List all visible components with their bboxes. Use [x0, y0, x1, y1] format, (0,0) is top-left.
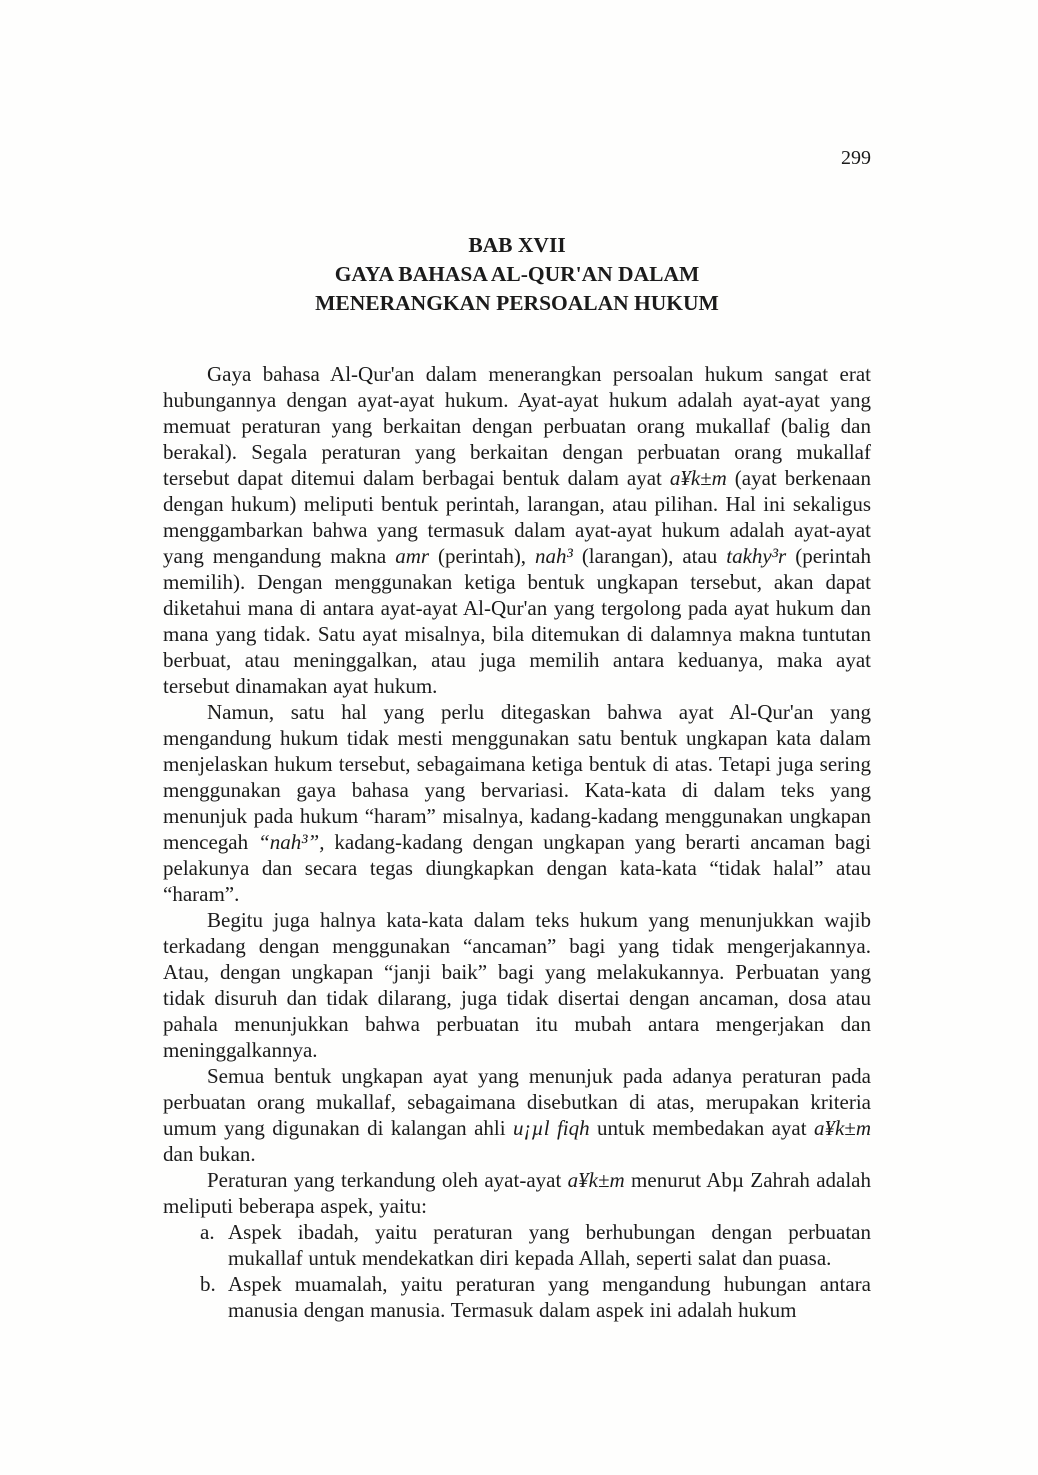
- italic-term: u¡µl fiqh: [512, 1116, 590, 1140]
- paragraph: [163, 907, 871, 1063]
- paragraph: [163, 1063, 871, 1167]
- list-marker: b.: [200, 1272, 216, 1296]
- page-content: [163, 145, 871, 1323]
- chapter-title-line-2: GAYA BAHASA AL-QUR'AN DALAM: [334, 262, 700, 286]
- text-run: Aspek muamalah, yaitu peraturan yang mengandung hubungan antara manusia dengan manusia. Termasuk dalam aspek ini adalah hukum: [228, 1272, 871, 1322]
- text-run: kadang-kadang dengan ungkapan yang berarti ancaman bagi pelakunya dan secara tegas diungkapkan dengan kata-kata “tidak halal” atau “haram”.: [163, 830, 871, 906]
- chapter-title-line-1: BAB XVII: [468, 233, 566, 257]
- text-run: menurut Abµ Zahrah adalah meliputi beberapa aspek, yaitu:: [163, 1168, 871, 1218]
- italic-term: nah³: [535, 544, 573, 568]
- text-run: Aspek ibadah, yaitu peraturan yang berhubungan dengan perbuatan mukallaf untuk mendekatkan diri kepada Allah, seperti salat dan puasa.: [228, 1220, 871, 1270]
- italic-term: amr: [395, 544, 430, 568]
- italic-term: “nah³”,: [258, 830, 325, 854]
- chapter-title: [163, 231, 871, 318]
- text-run: (perintah memilih). Dengan menggunakan ketiga bentuk ungkapan tersebut, akan dapat diketahui mana di antara ayat-ayat Al-Qur'an yang tergolong pada ayat hukum dan mana yang tidak. Satu ayat misalnya, bila ditemukan di dalamnya makna tuntutan berbuat, atau meninggalkan, atau juga memilih antara keduanya, maka ayat tersebut dinamakan ayat hukum.: [163, 544, 872, 698]
- text-run: Semua bentuk ungkapan ayat yang menunjuk pada adanya peraturan pada perbuatan orang mukallaf, sebagaimana disebutkan di atas, merupakan kriteria umum yang digunakan di kalangan ahli: [163, 1064, 871, 1140]
- italic-term: a¥k±m: [669, 466, 727, 490]
- paragraph: [163, 1167, 871, 1219]
- body-text: [163, 361, 871, 1323]
- list-marker: a.: [200, 1220, 215, 1244]
- italic-term: takhy³r: [726, 544, 787, 568]
- list-item: [163, 1219, 871, 1271]
- chapter-title-line-3: MENERANGKAN PERSOALAN HUKUM: [315, 291, 719, 315]
- text-run: Namun, satu hal yang perlu ditegaskan bahwa ayat Al-Qur'an yang mengandung hukum tidak mesti menggunakan satu bentuk ungkapan kata dalam menjelaskan hukum tersebut, sebagaimana ketiga bentuk di atas. Tetapi juga sering menggunakan gaya bahasa yang bervariasi. Kata-kata di dalam teks yang menunjuk pada hukum “haram” misalnya, kadang-kadang menggunakan ungkapan mencegah: [163, 700, 871, 854]
- paragraph: [163, 361, 871, 699]
- text-run: (ayat berkenaan dengan hukum) meliputi bentuk perintah, larangan, atau pilihan. Hal ini sekaligus menggambarkan bahwa yang termasuk dalam ayat-ayat hukum adalah ayat-ayat yang mengandung makna: [163, 466, 872, 568]
- paragraph: [163, 699, 871, 907]
- text-run: Peraturan yang terkandung oleh ayat-ayat: [207, 1168, 568, 1192]
- italic-term: a¥k±m: [567, 1168, 625, 1192]
- list-item: [163, 1271, 871, 1323]
- page-number: 299: [841, 147, 871, 169]
- text-run: untuk membedakan ayat: [589, 1116, 814, 1140]
- text-run: Gaya bahasa Al-Qur'an dalam menerangkan persoalan hukum sangat erat hubungannya dengan ayat-ayat hukum. Ayat-ayat hukum adalah ayat-ayat yang memuat peraturan yang berkaitan dengan perbuatan orang mukallaf (balig dan berakal). Segala peraturan yang berkaitan dengan perbuatan orang mukallaf tersebut dapat ditemui dalam berbagai bentuk dalam ayat: [163, 362, 871, 490]
- text-run: (larangan), atau: [572, 544, 727, 568]
- text-run: (perintah),: [429, 544, 536, 568]
- text-run: dan bukan.: [163, 1142, 256, 1166]
- italic-term: a¥k±m: [813, 1116, 871, 1140]
- text-run: Begitu juga halnya kata-kata dalam teks hukum yang menunjukkan wajib terkadang dengan menggunakan “ancaman” bagi yang tidak mengerjakannya. Atau, dengan ungkapan “janji baik” bagi yang melakukannya. Perbuatan yang tidak disuruh dan tidak dilarang, juga tidak disertai dengan ancaman, dosa atau pahala menunjukkan bahwa perbuatan itu mubah antara mengerjakan dan meninggalkannya.: [163, 908, 871, 1062]
